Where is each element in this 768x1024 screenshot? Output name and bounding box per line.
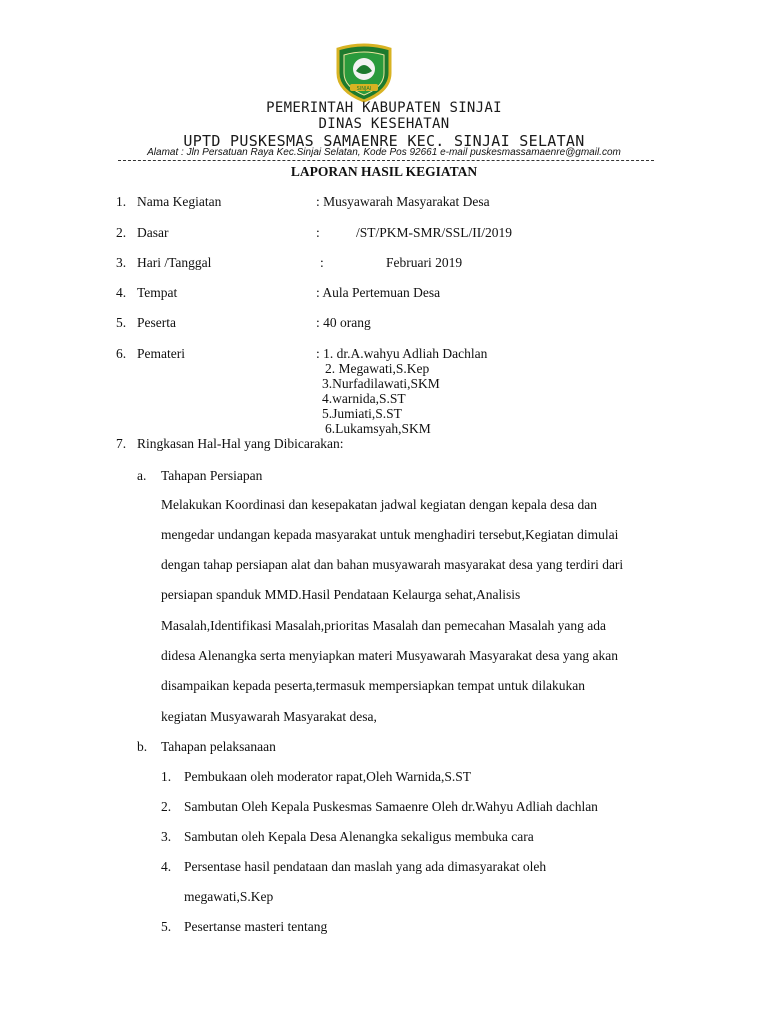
section7-label: Ringkasan Hal-Hal yang Dibicarakan: xyxy=(137,436,344,451)
paragraph-line: dengan tahap persiapan alat dan bahan musyawarah masyarakat desa yang terdiri dari xyxy=(161,557,624,572)
field-num: 6. xyxy=(116,346,127,361)
field-label: Nama Kegiatan xyxy=(137,194,222,209)
list-item-num: 4. xyxy=(161,859,172,874)
list-item-num: 1. xyxy=(161,769,172,784)
field-num: 3. xyxy=(116,255,127,270)
field-colon: : xyxy=(320,255,324,270)
header-puskesmas: UPTD PUSKESMAS SAMAENRE KEC. SINJAI SELATAN xyxy=(183,132,585,150)
logo-text: SINJAI xyxy=(356,86,372,92)
header-divider xyxy=(118,160,654,161)
pemateri-item: 3.Nurfadilawati,SKM xyxy=(322,376,440,391)
paragraph-line: mengedar undangan kepada masyarakat untuk menghadiri tersebut,Kegiatan dimulai xyxy=(161,527,619,542)
paragraph-line: Melakukan Koordinasi dan kesepakatan jadwal kegiatan dengan kepala desa dan xyxy=(161,497,597,512)
field-label: Tempat xyxy=(137,285,178,300)
list-item: Sambutan Oleh Kepala Puskesmas Samaenre Oleh dr.Wahyu Adliah dachlan xyxy=(184,799,598,814)
paragraph-line: Masalah,Identifikasi Masalah,prioritas Masalah dan pemecahan Masalah yang ada xyxy=(161,618,606,633)
pemateri-item: 4.warnida,S.ST xyxy=(322,391,406,406)
list-item: Pembukaan oleh moderator rapat,Oleh Warnida,S.ST xyxy=(184,769,471,784)
field-label: Pemateri xyxy=(137,346,185,361)
field-num: 4. xyxy=(116,285,127,300)
pemateri-item: 5.Jumiati,S.ST xyxy=(322,406,402,421)
pemateri-item: 6.Lukamsyah,SKM xyxy=(325,421,431,436)
list-item: Pesertanse masteri tentang xyxy=(184,919,328,934)
field-num: 2. xyxy=(116,225,127,240)
field-value: /ST/PKM-SMR/SSL/II/2019 xyxy=(356,225,513,240)
field-label: Peserta xyxy=(137,315,176,330)
sub-b-label: Tahapan pelaksanaan xyxy=(161,739,276,754)
pemateri-item: 2. Megawati,S.Kep xyxy=(325,361,430,376)
sub-a-label: Tahapan Persiapan xyxy=(161,468,263,483)
list-item-num: 5. xyxy=(161,919,172,934)
field-num: 1. xyxy=(116,194,127,209)
list-item-num: 3. xyxy=(161,829,172,844)
sub-a-letter: a. xyxy=(137,468,147,483)
header-address: Alamat : Jln Persatuan Raya Kec.Sinjai Selatan, Kode Pos 92661 e-mail puskesmassamaenre@gmail.com xyxy=(147,147,621,158)
header-government: PEMERINTAH KABUPATEN SINJAI xyxy=(266,100,502,116)
list-item: Sambutan oleh Kepala Desa Alenangka sekaligus membuka cara xyxy=(184,829,534,844)
field-label: Hari /Tanggal xyxy=(137,255,212,270)
paragraph-line: persiapan spanduk MMD.Hasil Pendataan Kelaurga sehat,Analisis xyxy=(161,587,521,602)
field-label: Dasar xyxy=(137,225,169,240)
list-item-continuation: megawati,S.Kep xyxy=(184,889,274,904)
field-value: : Musyawarah Masyarakat Desa xyxy=(316,194,490,209)
list-item: Persentase hasil pendataan dan maslah yang ada dimasyarakat oleh xyxy=(184,859,547,874)
field-value: : 1. dr.A.wahyu Adliah Dachlan xyxy=(316,346,488,361)
section7-num: 7. xyxy=(116,436,127,451)
field-value: Februari 2019 xyxy=(386,255,463,270)
field-value: : 40 orang xyxy=(316,315,371,330)
field-value: : Aula Pertemuan Desa xyxy=(316,285,441,300)
document-title: LAPORAN HASIL KEGIATAN xyxy=(290,164,478,179)
header-department: DINAS KESEHATAN xyxy=(318,116,450,132)
list-item-num: 2. xyxy=(161,799,172,814)
paragraph-line: didesa Alenangka serta menyiapkan materi Musyawarah Masyarakat desa yang akan xyxy=(161,648,618,663)
field-num: 5. xyxy=(116,315,127,330)
field-colon: : xyxy=(316,225,320,240)
paragraph-line: kegiatan Musyawarah Masyarakat desa, xyxy=(161,709,377,724)
kabupaten-sinjai-logo xyxy=(332,43,396,103)
sub-b-letter: b. xyxy=(137,739,148,754)
paragraph-line: disampaikan kepada peserta,termasuk mempersiapkan tempat untuk dilakukan xyxy=(161,678,585,693)
